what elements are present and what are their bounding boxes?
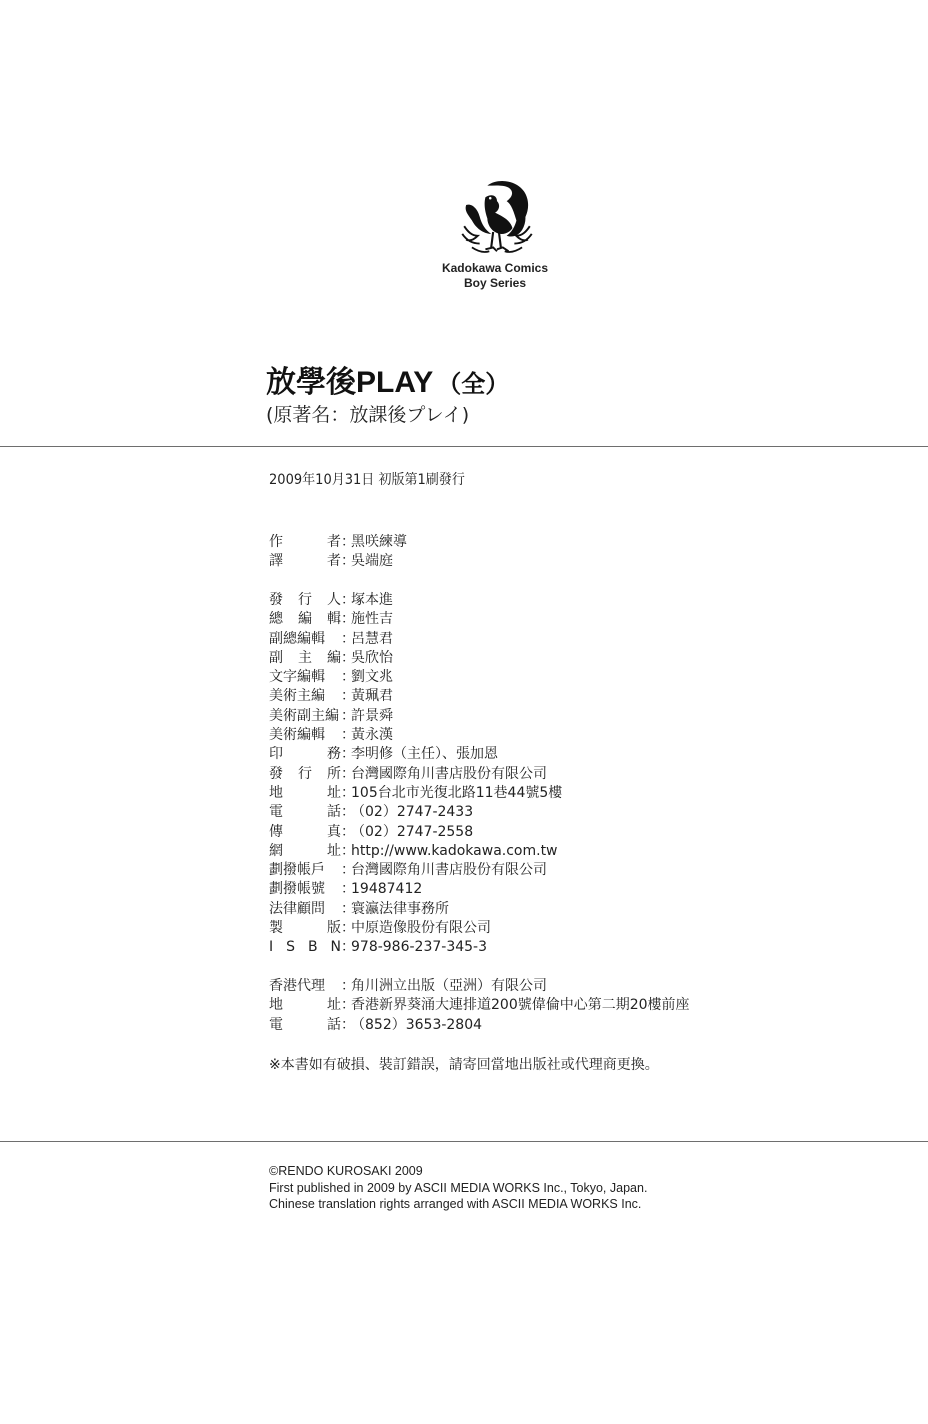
credit-label: [269, 552, 341, 571]
credit-label-char: 譯: [269, 553, 283, 570]
credit-label-char: 輯: [327, 611, 341, 628]
credit-label-char: 印: [269, 746, 283, 763]
credit-row: [269, 1016, 789, 1035]
credit-colon: ：: [341, 649, 355, 666]
credit-label-char: 副: [269, 649, 283, 666]
credit-label: [269, 842, 341, 861]
credit-colon: ：: [341, 881, 355, 898]
credit-label: [269, 668, 341, 687]
credit-colon: ：: [341, 842, 355, 859]
credit-value: 李明修（主任）、張加恩: [351, 746, 498, 763]
credit-value: 19487412: [351, 881, 423, 898]
credit-label-char: 編: [327, 649, 341, 666]
credits-hongkong: [269, 977, 789, 1035]
translation-rights-line: Chinese translation rights arranged with ASCII MEDIA WORKS Inc.: [269, 1197, 642, 1211]
credit-value: （02）2747-2558: [351, 823, 474, 840]
credit-label-char: 劃撥帳戶: [269, 862, 325, 879]
credit-label: [269, 823, 341, 842]
credit-label-char: 作: [269, 534, 283, 550]
credit-label-char: 美術主編: [269, 688, 325, 705]
credit-label-char: 副總編輯: [269, 630, 325, 647]
credit-row: [269, 823, 789, 842]
credit-row: [269, 726, 789, 745]
series-name: Kadokawa Comics: [441, 261, 549, 275]
phoenix-icon: [458, 176, 536, 258]
credit-row: [269, 552, 789, 571]
credit-row: [269, 900, 789, 919]
credit-label: [269, 861, 341, 880]
credit-colon: ：: [341, 920, 355, 937]
credit-row: [269, 649, 789, 668]
credit-label: [269, 880, 341, 899]
credit-value: 呂慧君: [351, 630, 393, 647]
credit-value: 角川洲立出版（亞洲）有限公司: [351, 978, 547, 994]
credit-label: [269, 977, 341, 996]
credit-row: [269, 938, 789, 957]
credit-label: [269, 784, 341, 803]
credit-colon: ：: [341, 727, 355, 744]
credit-row: [269, 533, 789, 552]
credit-label-char: S: [286, 939, 295, 956]
credit-label-char: 總: [269, 611, 283, 628]
credit-value: 黃珮君: [351, 688, 393, 705]
credit-value: （852）3653-2804: [351, 1016, 483, 1033]
credit-colon: ：: [341, 611, 355, 628]
credit-label-char: 話: [327, 1016, 341, 1033]
credit-row: [269, 687, 789, 706]
credit-value: 劉文兆: [351, 669, 393, 686]
credit-colon: ：: [341, 534, 355, 550]
first-published-line: First published in 2009 by ASCII MEDIA WORKS Inc., Tokyo, Japan.: [269, 1180, 648, 1195]
credits-publisher: [269, 591, 789, 958]
credit-row: [269, 591, 789, 610]
credit-value: 吳欣怡: [351, 649, 393, 666]
credit-label-char: N: [330, 939, 341, 956]
credit-label-char: 美術編輯: [269, 727, 325, 744]
credit-value: 施性吉: [351, 611, 393, 628]
credit-row: [269, 842, 789, 861]
original-title: (原著名：放課後プレイ): [266, 404, 470, 426]
credit-colon: ：: [341, 997, 355, 1014]
book-title-main: 放學後PLAY: [266, 366, 434, 399]
credit-label-char: 者: [327, 534, 341, 550]
credit-label-char: 編: [298, 611, 312, 628]
credit-label: [269, 1016, 341, 1035]
credit-value: 寰瀛法律事務所: [351, 900, 449, 917]
credit-label-char: 傳: [269, 823, 283, 840]
credit-label-char: 製: [269, 920, 283, 937]
credit-label-char: 址: [327, 997, 341, 1014]
credit-row: [269, 996, 789, 1015]
credit-label: [269, 803, 341, 822]
credit-label-char: 行: [298, 592, 312, 608]
credit-row: [269, 861, 789, 880]
credit-label-char: 網: [269, 842, 283, 859]
credit-value: （02）2747-2433: [351, 804, 474, 821]
credit-row: [269, 668, 789, 687]
credit-label-char: 話: [327, 804, 341, 821]
credit-colon: ：: [341, 939, 355, 956]
credit-value: 台灣國際角川書店股份有限公司: [351, 862, 547, 879]
edition-info: 2009年10月31日 初版第1刷發行: [269, 472, 465, 488]
credit-colon: ：: [341, 804, 355, 821]
credit-value: 塚本進: [351, 592, 393, 608]
credit-row: [269, 745, 789, 764]
credit-label-char: 電: [269, 1016, 283, 1033]
credit-label-char: 發: [269, 765, 283, 782]
credit-value: 黃永漢: [351, 727, 393, 744]
divider-bottom: [0, 1141, 928, 1142]
credit-row: [269, 610, 789, 629]
credit-colon: ：: [341, 978, 355, 994]
credit-label-char: 劃撥帳號: [269, 881, 325, 898]
credit-label: [269, 900, 341, 919]
credit-label-char: 電: [269, 804, 283, 821]
credit-colon: ：: [341, 592, 355, 608]
credit-label-char: 香港代理: [269, 978, 325, 994]
credit-label-char: 文字編輯: [269, 669, 325, 686]
divider-top: [0, 446, 928, 447]
credit-label-char: I: [269, 939, 274, 956]
credit-value: 中原造像股份有限公司: [351, 920, 491, 937]
credit-colon: ：: [341, 746, 355, 763]
credit-colon: ：: [341, 900, 355, 917]
credit-colon: ：: [341, 707, 355, 724]
credit-value: 台灣國際角川書店股份有限公司: [351, 765, 547, 782]
credit-label-char: 主: [298, 649, 312, 666]
credit-row: [269, 803, 789, 822]
credit-label-char: 址: [327, 842, 341, 859]
credit-value: http://www.kadokawa.com.tw: [351, 842, 558, 859]
credit-colon: ：: [341, 765, 355, 782]
credit-label: [269, 649, 341, 668]
credit-value: 黑咲練導: [351, 534, 407, 550]
credit-label: [269, 919, 341, 938]
credit-colon: ：: [341, 630, 355, 647]
credit-value: 香港新界葵涌大連排道200號偉倫中心第二期20樓前座: [351, 997, 690, 1014]
credit-colon: ：: [341, 688, 355, 705]
credit-value: 許景舜: [351, 707, 393, 724]
credit-label-char: 法律顧問: [269, 900, 325, 917]
credit-row: [269, 707, 789, 726]
credit-label: [269, 745, 341, 764]
credit-label: [269, 765, 341, 784]
credit-label-char: 者: [327, 553, 341, 570]
credit-value: 105台北市光復北路11巷44號5樓: [351, 784, 563, 801]
phoenix-logo: [458, 176, 536, 258]
credit-label-char: 務: [327, 746, 341, 763]
credit-row: [269, 919, 789, 938]
credit-colon: ：: [341, 669, 355, 686]
credit-label-char: 所: [327, 765, 341, 782]
credit-label-char: 真: [327, 823, 341, 840]
credit-label-char: 發: [269, 592, 283, 608]
credit-label-char: 版: [327, 920, 341, 937]
credit-label: [269, 610, 341, 629]
credit-label-char: B: [307, 939, 318, 956]
credit-label-char: 地: [269, 997, 283, 1014]
credit-colon: ：: [341, 862, 355, 879]
credit-label: [269, 707, 341, 726]
credit-label-char: 行: [298, 765, 312, 782]
credit-label: [269, 533, 341, 552]
credits-authors: [269, 533, 789, 572]
credit-label: [269, 687, 341, 706]
credit-label-char: 人: [327, 592, 341, 608]
credit-label: [269, 996, 341, 1015]
credit-value: 吳端庭: [351, 553, 393, 570]
return-notice: ※本書如有破損、裝訂錯誤，請寄回當地出版社或代理商更換。: [269, 1057, 659, 1073]
series-subtitle: Boy Series: [463, 276, 527, 290]
copyright-line: ©RENDO KUROSAKI 2009: [269, 1164, 423, 1178]
credit-row: [269, 765, 789, 784]
copyright-block: [269, 1163, 647, 1213]
credit-label-char: 美術副主編: [269, 707, 339, 724]
credit-label: [269, 726, 341, 745]
credit-label-char: 地: [269, 784, 283, 801]
credit-row: [269, 880, 789, 899]
credit-label: [269, 630, 341, 649]
credit-colon: ：: [341, 1016, 355, 1033]
credit-label-char: 址: [327, 784, 341, 801]
credit-row: [269, 630, 789, 649]
credit-colon: ：: [341, 784, 355, 801]
credit-row: [269, 977, 789, 996]
credit-label: [269, 938, 341, 957]
credit-label: [269, 591, 341, 610]
book-title: [266, 365, 509, 403]
credit-value: 978-986-237-345-3: [351, 939, 488, 956]
credit-row: [269, 784, 789, 803]
credit-colon: ：: [341, 553, 355, 570]
credit-colon: ：: [341, 823, 355, 840]
book-title-tag: （全）: [437, 371, 510, 398]
